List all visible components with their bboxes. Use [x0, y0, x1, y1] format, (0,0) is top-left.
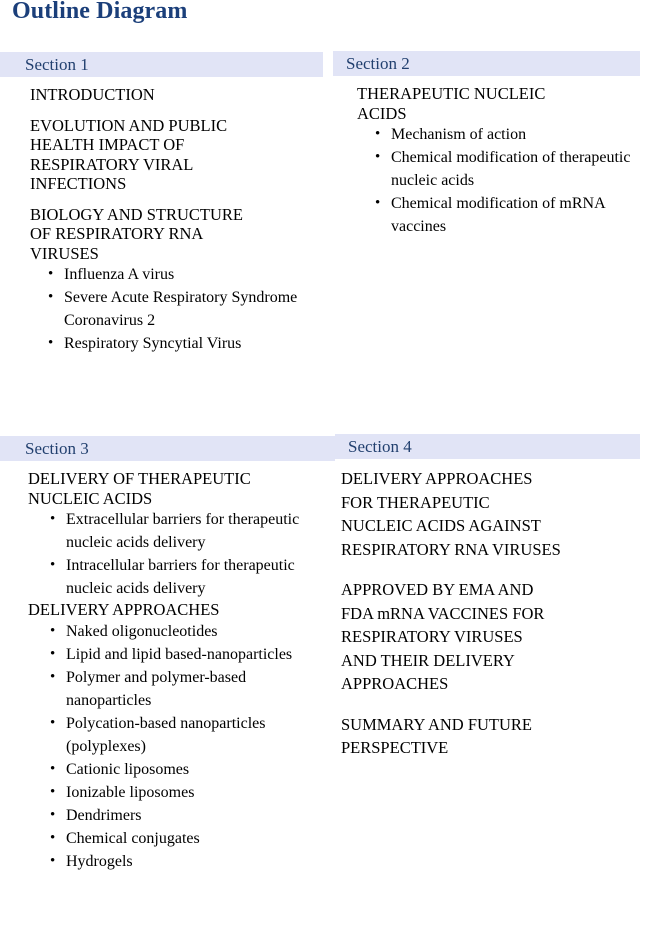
section-header-2: Section 2 [333, 51, 640, 76]
list-item: • Mechanism of action [333, 123, 640, 146]
section-panel-4 [335, 434, 640, 777]
page-title: Outline Diagram [12, 0, 188, 24]
section-heading-line: INTRODUCTION [30, 85, 155, 104]
list-item: • Lipid and lipid based-nanoparticles [0, 643, 335, 666]
section-heading-line: ACIDS [357, 103, 407, 123]
section-body-3 [0, 461, 335, 873]
section-panel-3 [0, 436, 335, 873]
list-item: • Chemical modification of therapeutic nucleic acids [333, 146, 640, 192]
section-heading-line: RESPIRATORY RNA VIRUSES [341, 539, 561, 559]
list-item: • Hydrogels [0, 850, 335, 873]
section-heading [333, 84, 640, 123]
section-heading-line: THERAPEUTIC NUCLEIC [357, 84, 546, 103]
section-heading-line: RESPIRATORY VIRUSES [341, 627, 523, 646]
section-heading-line: FDA mRNA VACCINES FOR [341, 603, 545, 623]
section-panel-2 [333, 51, 640, 238]
section-heading [0, 116, 323, 194]
section-heading-line: NUCLEIC ACIDS [28, 488, 153, 508]
list-item: • Cationic liposomes [0, 758, 335, 781]
bullet-list [333, 123, 640, 238]
section-header-4: Section 4 [335, 434, 640, 459]
section-heading-line: FOR THERAPEUTIC [341, 492, 490, 512]
section-header-1: Section 1 [0, 52, 323, 77]
bullet-list [0, 263, 323, 355]
section-heading-line: AND THEIR DELIVERY [341, 650, 515, 670]
section-heading-line: PERSPECTIVE [341, 738, 449, 757]
section-heading [0, 469, 335, 508]
section-body-2 [333, 76, 640, 238]
section-heading [335, 713, 640, 760]
list-item: • Chemical modification of mRNA vaccines [333, 192, 640, 238]
section-heading [0, 85, 323, 105]
section-heading-line: INFECTIONS [30, 174, 127, 193]
list-item: • Chemical conjugates [0, 827, 335, 850]
list-item: • Polycation-based nanoparticles (polyplexes) [0, 712, 335, 758]
list-item: • Dendrimers [0, 804, 335, 827]
section-panel-1 [0, 52, 323, 355]
list-item: • Ionizable liposomes [0, 781, 335, 804]
list-item: • Severe Acute Respiratory Syndrome Coronavirus 2 [0, 286, 323, 332]
section-heading-line: VIRUSES [30, 243, 99, 263]
list-item: • Influenza A virus [0, 263, 323, 286]
section-body-4 [335, 459, 640, 760]
section-heading [335, 578, 640, 696]
section-heading-line: DELIVERY OF THERAPEUTIC [28, 469, 251, 488]
bullet-list [0, 620, 335, 873]
section-heading-line: RESPIRATORY VIRAL [30, 154, 194, 174]
list-item: • Naked oligonucleotides [0, 620, 335, 643]
section-heading-line: APPROVED BY EMA AND [341, 580, 534, 599]
section-heading-line: OF RESPIRATORY RNA [30, 224, 204, 243]
section-heading-line: EVOLUTION AND PUBLIC [30, 115, 228, 135]
section-heading-line: DELIVERY APPROACHES [28, 600, 220, 619]
list-item: • Respiratory Syncytial Virus [0, 332, 323, 355]
list-item: • Polymer and polymer-based nanoparticles [0, 666, 335, 712]
list-item: • Extracellular barriers for therapeutic nucleic acids delivery [0, 508, 335, 554]
section-header-3: Section 3 [0, 436, 335, 461]
section-heading-line: HEALTH IMPACT OF [30, 135, 185, 154]
section-heading [335, 467, 640, 561]
section-heading-line: APPROACHES [341, 674, 449, 693]
bullet-list [0, 508, 335, 600]
section-heading-line: DELIVERY APPROACHES [341, 469, 533, 488]
section-body-1 [0, 77, 323, 355]
list-item: • Intracellular barriers for therapeutic nucleic acids delivery [0, 554, 335, 600]
section-heading-line: BIOLOGY AND STRUCTURE [30, 204, 243, 224]
section-heading [0, 205, 323, 264]
section-heading [0, 600, 335, 620]
section-heading-line: NUCLEIC ACIDS AGAINST [341, 516, 541, 535]
section-heading-line: SUMMARY AND FUTURE [341, 714, 533, 734]
